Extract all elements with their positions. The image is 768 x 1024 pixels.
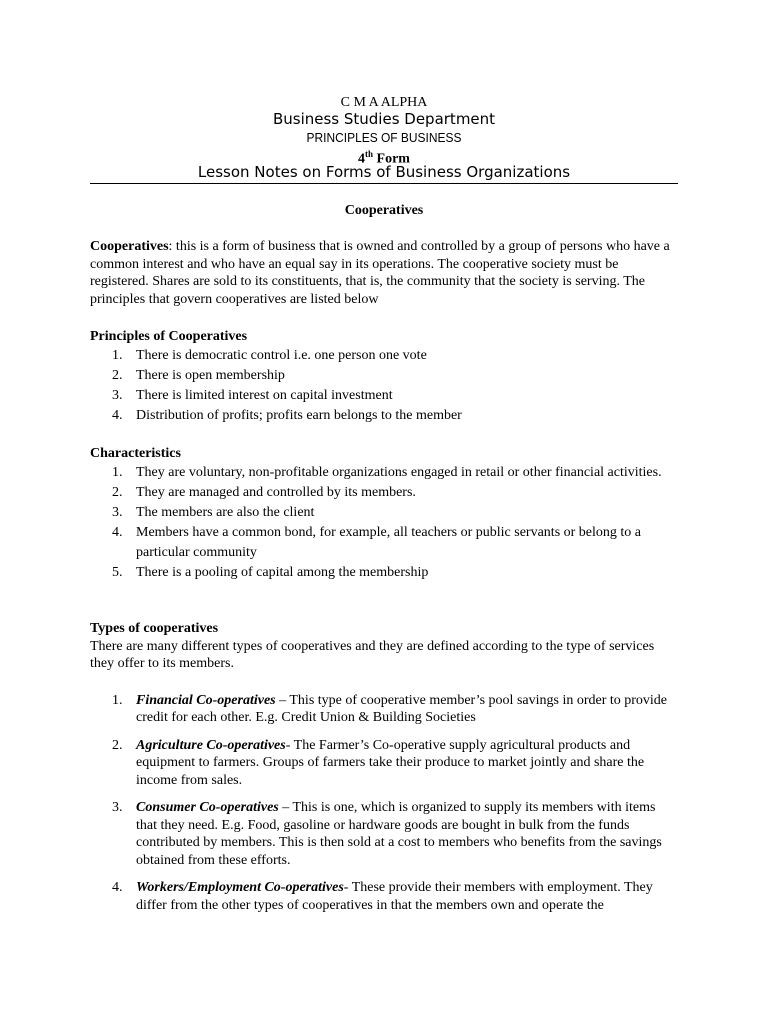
- list-number: 4.: [112, 524, 123, 540]
- list-item-text: There is a pooling of capital among the membership: [136, 564, 429, 580]
- cooperative-type-item: [90, 879, 678, 914]
- list-number: 2.: [112, 367, 123, 383]
- characteristic-item: [90, 563, 678, 583]
- cooperative-type-description: – This type of cooperative member’s pool savings in order to provide credit for each other. E.g. Credit Union & Building Societies: [136, 692, 668, 725]
- list-item-text: Members have a common bond, for example, all teachers or public servants or belong to a particular community: [136, 524, 642, 560]
- cooperative-type-name: Consumer Co-operatives: [136, 800, 279, 815]
- header-divider: [90, 183, 678, 184]
- principles-list: [90, 346, 678, 426]
- types-intro: There are many different types of cooperatives and they are defined according to the type of services they offer to its members.: [90, 638, 655, 671]
- school-name: C M A ALPHA: [340, 95, 428, 110]
- principle-item: [90, 366, 678, 386]
- characteristics-list: [90, 463, 678, 583]
- lesson-title: Lesson Notes on Forms of Business Organizations: [197, 163, 571, 181]
- types-section: [90, 620, 678, 924]
- form-suffix: th: [365, 149, 374, 159]
- cooperative-type-description: - The Farmer’s Co-operative supply agricultural products and equipment to farmers. Groups of farmers take their produce to market jointly and share the income from sales.: [136, 737, 645, 788]
- cooperative-type-item: [90, 799, 678, 869]
- principle-item: [90, 406, 678, 426]
- subject-name: PRINCIPLES OF BUSINESS: [306, 130, 462, 145]
- types-list: [90, 692, 678, 915]
- list-number: 2.: [112, 737, 123, 753]
- cooperative-type-name: Agriculture Co-operatives: [136, 737, 286, 753]
- cooperative-type-item: [90, 692, 678, 727]
- list-item-text: They are managed and controlled by its members.: [136, 484, 416, 500]
- cooperative-type-description: – This is one, which is organized to supply its members with items that they need. E.g. Food, gasoline or hardware goods are bought in bulk from the funds contributed by members. This is then sold at a cost to members who benefits from the savings obtained from these efforts.: [136, 800, 662, 868]
- intro-text: : this is a form of business that is owned and controlled by a group of persons who have a common interest and who have an equal say in its operations. The cooperative society must be registered. Shares are sold to its constituents, that is, the community that the society is serving. The principles that govern cooperatives are listed below: [90, 239, 670, 307]
- principles-section: [90, 328, 678, 426]
- form-label: Form: [376, 151, 410, 167]
- characteristic-item: [90, 463, 678, 483]
- form-number: 4: [358, 151, 366, 167]
- list-number: 1.: [112, 464, 123, 480]
- list-item-text: There is democratic control i.e. one person one vote: [136, 347, 427, 363]
- cooperative-type-name: Financial Co-operatives: [136, 692, 276, 708]
- list-item-text: They are voluntary, non-profitable organizations engaged in retail or other financial activities.: [136, 464, 662, 480]
- intro-term: Cooperatives: [90, 239, 169, 254]
- list-number: 1.: [112, 347, 123, 363]
- characteristic-item: [90, 523, 678, 563]
- characteristic-item: [90, 483, 678, 503]
- principle-item: [90, 386, 678, 406]
- list-item-text: The members are also the client: [136, 504, 315, 520]
- list-item-text: There is limited interest on capital investment: [136, 387, 393, 403]
- characteristics-section: [90, 445, 678, 583]
- intro-paragraph: [90, 238, 678, 308]
- list-item-text: Distribution of profits; profits earn belongs to the member: [136, 407, 462, 423]
- characteristics-heading: Characteristics: [90, 446, 181, 461]
- principle-item: [90, 346, 678, 366]
- list-number: 3.: [112, 800, 123, 815]
- cooperative-type-description: - These provide their members with employment. They differ from the other types of cooperatives in that the members own and operate the: [136, 880, 653, 913]
- list-number: 2.: [112, 484, 123, 500]
- list-number: 1.: [112, 692, 123, 708]
- list-number: 3.: [112, 504, 123, 520]
- principles-heading: Principles of Cooperatives: [90, 329, 248, 344]
- cooperative-type-name: Workers/Employment Co-operatives: [136, 880, 344, 895]
- characteristic-item: [90, 503, 678, 523]
- list-item-text: There is open membership: [136, 367, 285, 383]
- department-name: Business Studies Department: [272, 110, 496, 128]
- list-number: 3.: [112, 387, 123, 403]
- section-title: Cooperatives: [344, 203, 424, 218]
- cooperative-type-item: [90, 737, 678, 790]
- list-number: 4.: [112, 407, 123, 423]
- list-number: 4.: [112, 880, 123, 895]
- types-heading: Types of cooperatives: [90, 621, 219, 636]
- list-number: 5.: [112, 564, 123, 580]
